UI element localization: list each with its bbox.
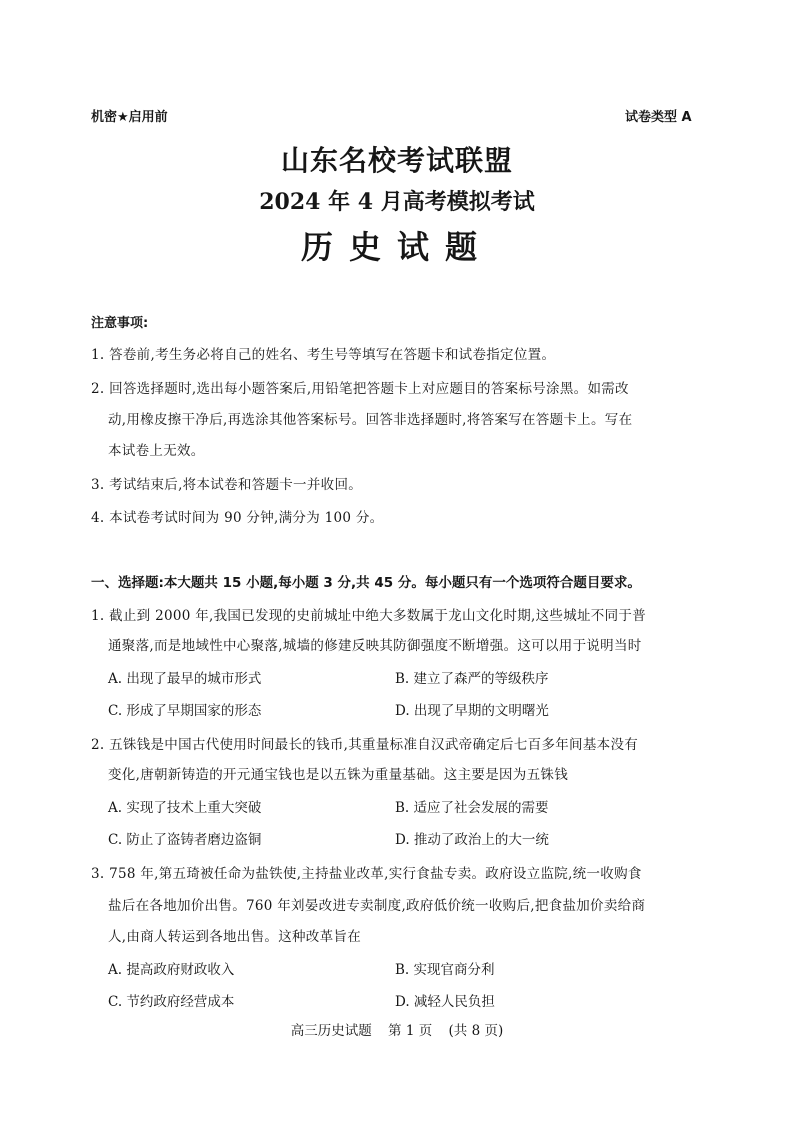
question-text: 2. 五铢钱是中国古代使用时间最长的钱币,其重量标准自汉武帝确定后七百多年间基本没有 [91,737,639,753]
section-heading: 一、选择题:本大题共 15 小题,每小题 3 分,共 45 分。每小题只有一个选项符合题目要求。 [91,575,641,591]
footer-page-number: 第 1 页 [388,1023,433,1039]
footer-subject: 高三历史试题 [290,1023,372,1039]
question-text: 人,由商人转运到各地出售。这种改革旨在 [108,929,361,945]
page-footer [0,1019,794,1039]
confidential-label: 机密★启用前 [91,110,168,125]
option-d: D. 减轻人民负担 [395,994,495,1010]
exam-date-title: 2024 年 4 月高考模拟考试 [259,189,535,215]
notice-label: 注意事项: [91,316,149,331]
option-c: C. 形成了早期国家的形态 [108,703,262,719]
option-b: B. 建立了森严的等级秩序 [395,671,549,687]
question-text: 1. 截止到 2000 年,我国已发现的史前城址中绝大多数属于龙山文化时期,这些城址不同于普 [91,608,646,624]
notice-item: 2. 回答选择题时,选出每小题答案后,用铅笔把答题卡上对应题目的答案标号涂黑。如需改 [91,381,629,397]
notice-item: 1. 答卷前,考生务必将自己的姓名、考生号等填写在答题卡和试卷指定位置。 [91,347,556,363]
question-text: 3. 758 年,第五琦被任命为盐铁使,主持盐业改革,实行食盐专卖。政府设立监院,统一收购食 [91,866,642,882]
notice-item: 本试卷上无效。 [108,443,205,459]
notice-item: 3. 考试结束后,将本试卷和答题卡一并收回。 [91,477,363,493]
exam-union-title: 山东名校考试联盟 [280,144,513,177]
option-a: A. 实现了技术上重大突破 [108,800,262,816]
question-text: 通聚落,而是地域性中心聚落,城墙的修建反映其防御强度不断增强。这可以用于说明当时 [108,638,642,654]
option-c: C. 节约政府经营成本 [108,994,235,1010]
notice-item: 4. 本试卷考试时间为 90 分钟,满分为 100 分。 [91,510,384,526]
option-b: B. 实现官商分利 [395,962,495,978]
option-d: D. 出现了早期的文明曙光 [395,703,549,719]
footer-total-pages: (共 8 页) [448,1023,504,1039]
subject-title: 历史试题 [300,228,493,266]
option-c: C. 防止了盗铸者磨边盗铜 [108,832,262,848]
option-b: B. 适应了社会发展的需要 [395,800,549,816]
option-a: A. 出现了最早的城市形式 [108,671,262,687]
paper-type-label: 试卷类型 A [625,110,692,125]
question-text: 变化,唐朝新铸造的开元通宝钱也是以五铢为重量基础。这主要是因为五铢钱 [108,767,568,783]
option-a: A. 提高政府财政收入 [108,962,235,978]
option-d: D. 推动了政治上的大一统 [395,832,549,848]
notice-item: 动,用橡皮擦干净后,再选涂其他答案标号。回答非选择题时,将答案写在答题卡上。写在 [108,412,633,428]
question-text: 盐后在各地加价出售。760 年刘晏改进专卖制度,政府低价统一收购后,把食盐加价卖给商 [108,898,646,914]
